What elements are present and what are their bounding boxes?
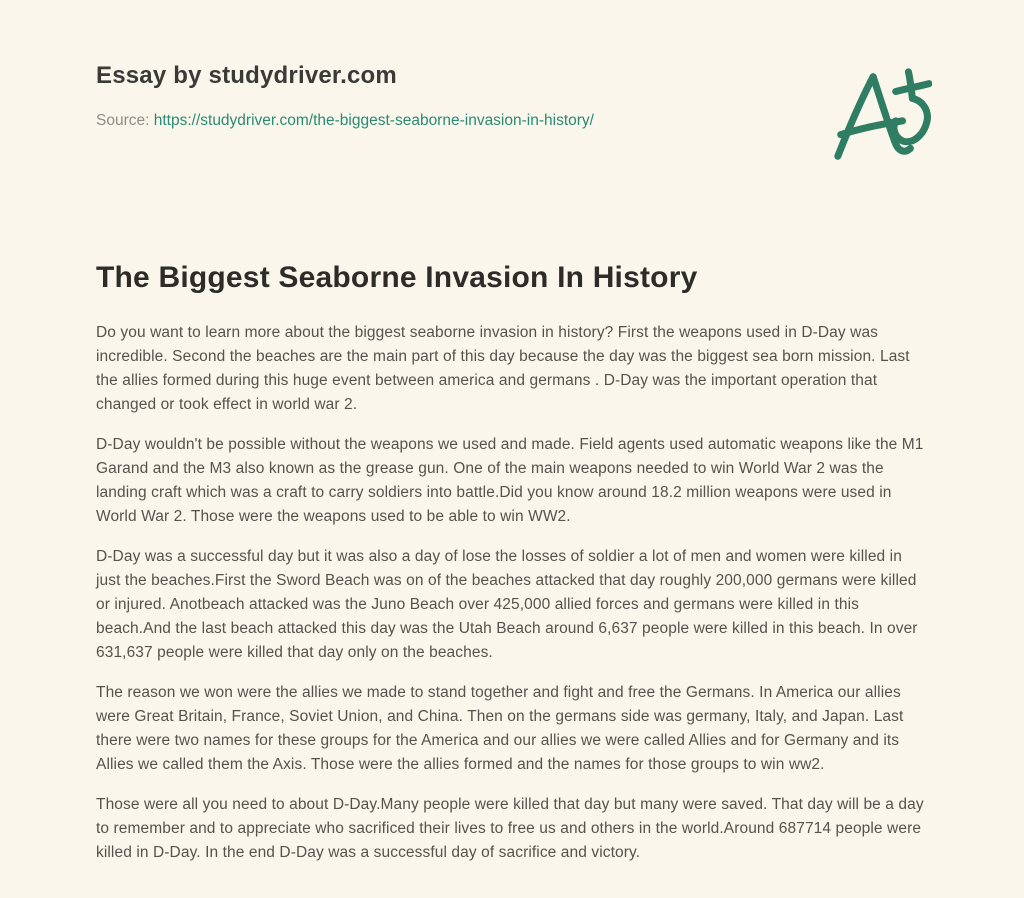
header-text-block <box>96 62 594 132</box>
essay-paragraph-2: D-Day wouldn't be possible without the weapons we used and made. Field agents used automatic weapons like the M1 Garand and the M3 also known as the grease gun. One of the main weapons needed to win World War 2 was the landing craft which was a craft to carry soldiers into battle.Did you know around 18.2 million weapons were used in World War 2. Those were the weapons used to be able to win WW2. <box>96 436 924 525</box>
brand-heading: Essay by studydriver.com <box>96 62 397 89</box>
essay-paragraph-4: The reason we won were the allies we made to stand together and fight and free the Germans. In America our allies were Great Britain, France, Soviet Union, and China. Then on the germans side was germany, Italy, and Japan. Last there were two names for these groups for the America and our allies we were called Allies and for Germany and its Allies we called them the Axis. Those were the allies formed and the names for those groups to win ww2. <box>96 684 904 773</box>
essay-title: The Biggest Seaborne Invasion In History <box>96 261 698 294</box>
logo-a-left-stroke <box>838 77 873 156</box>
source-label: Source: <box>96 112 150 129</box>
essay-paragraph-3: D-Day was a successful day but it was also a day of lose the losses of soldier a lot of men and women were killed in just the beaches.First the Sword Beach was on of the beaches attacked that day roughly 200,000 germans were killed or injured. Anotbeach attacked was the Juno Beach over 425,000 allied forces and germans were killed in this beach.And the last beach attacked this day was the Utah Beach around 6,637 people were killed in this beach. In over 631,637 people were killed that day only on the beaches. <box>96 548 918 661</box>
essay-article <box>96 260 928 865</box>
essay-paragraph-1: Do you want to learn more about the biggest seaborne invasion in history? First the weapons used in D-Day was incredible. Second the beaches are the main part of this day because the day was the biggest sea born mission. Last the allies formed during this huge event between america and germans . D-Day was the important operation that changed or took effect in world war 2. <box>96 324 910 413</box>
page-header <box>96 62 928 168</box>
source-line <box>96 110 594 132</box>
source-link[interactable]: https://studydriver.com/the-biggest-seaborne-invasion-in-history/ <box>153 112 594 129</box>
studydriver-a-plus-logo <box>828 66 932 168</box>
essay-paragraph-5: Those were all you need to about D-Day.Many people were killed that day but many were saved. That day will be a day to remember and to appreciate who sacrificed their lives to free us and others in the world.Around 687714 people were killed in D-Day. In the end D-Day was a successful day of sacrifice and victory. <box>96 796 924 861</box>
